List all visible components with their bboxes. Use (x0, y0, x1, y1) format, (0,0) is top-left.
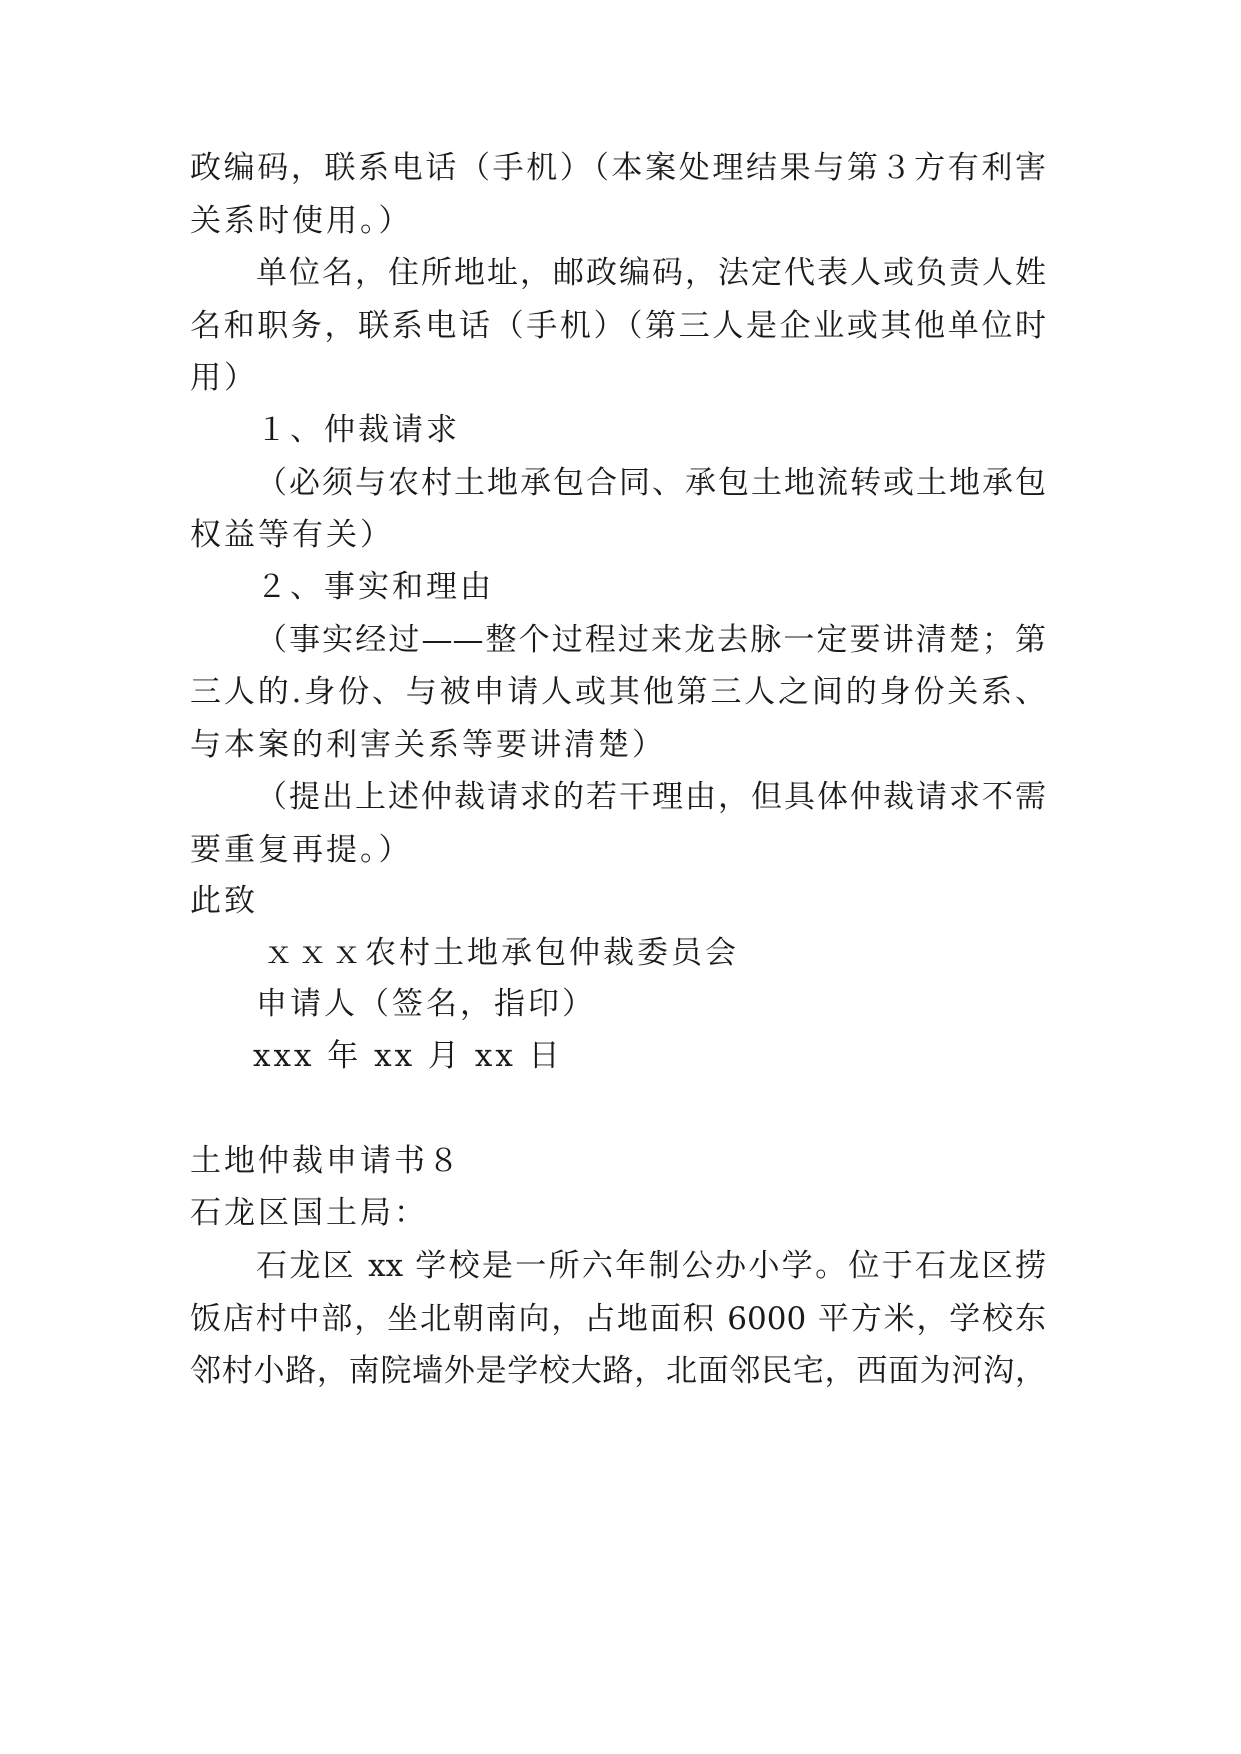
body-line: 三人的.身份、与被申请人或其他第三人之间的身份关系、 (190, 674, 1046, 710)
applicant-signature: 申请人（签名，指印） (256, 986, 596, 1022)
body-line: 邻村小路，南院墙外是学校大路，北面邻民宅，西面为河沟， (190, 1353, 1046, 1389)
body-line: 政编码，联系电话（手机）（本案处理结果与第３方有利害 (190, 150, 1046, 186)
body-line: 与本案的利害关系等要讲清楚） (190, 727, 666, 763)
closing-salutation: 此致 (190, 883, 258, 919)
body-line: 关系时使用。） (190, 203, 413, 239)
recipient-committee: ｘｘｘ农村土地承包仲裁委员会 (263, 935, 739, 971)
body-line: 要重复再提。） (190, 832, 413, 868)
body-line: 用） (190, 360, 258, 396)
section-heading: ２、事实和理由 (256, 569, 494, 605)
body-line: （必须与农村土地承包合同、承包土地流转或土地承包 (256, 465, 1046, 501)
body-line: （提出上述仲裁请求的若干理由，但具体仲裁请求不需 (256, 779, 1046, 815)
body-line: 名和职务，联系电话（手机）（第三人是企业或其他单位时 (190, 308, 1046, 344)
body-line: 饭店村中部，坐北朝南向，占地面积 6000 平方米，学校东 (190, 1301, 1046, 1337)
section-title: 土地仲裁申请书８ (190, 1143, 462, 1179)
body-line: （事实经过——整个过程过来龙去脉一定要讲清楚；第 (256, 622, 1046, 658)
section-heading: １、仲裁请求 (256, 412, 460, 448)
body-line: 单位名，住所地址，邮政编码，法定代表人或负责人姓 (256, 255, 1046, 291)
addressee: 石龙区国土局： (190, 1195, 428, 1231)
body-line: 权益等有关） (190, 517, 394, 553)
date-line: xxx 年 xx 月 xx 日 (253, 1038, 563, 1074)
body-line: 石龙区 xx 学校是一所六年制公办小学。位于石龙区捞 (256, 1248, 1046, 1284)
